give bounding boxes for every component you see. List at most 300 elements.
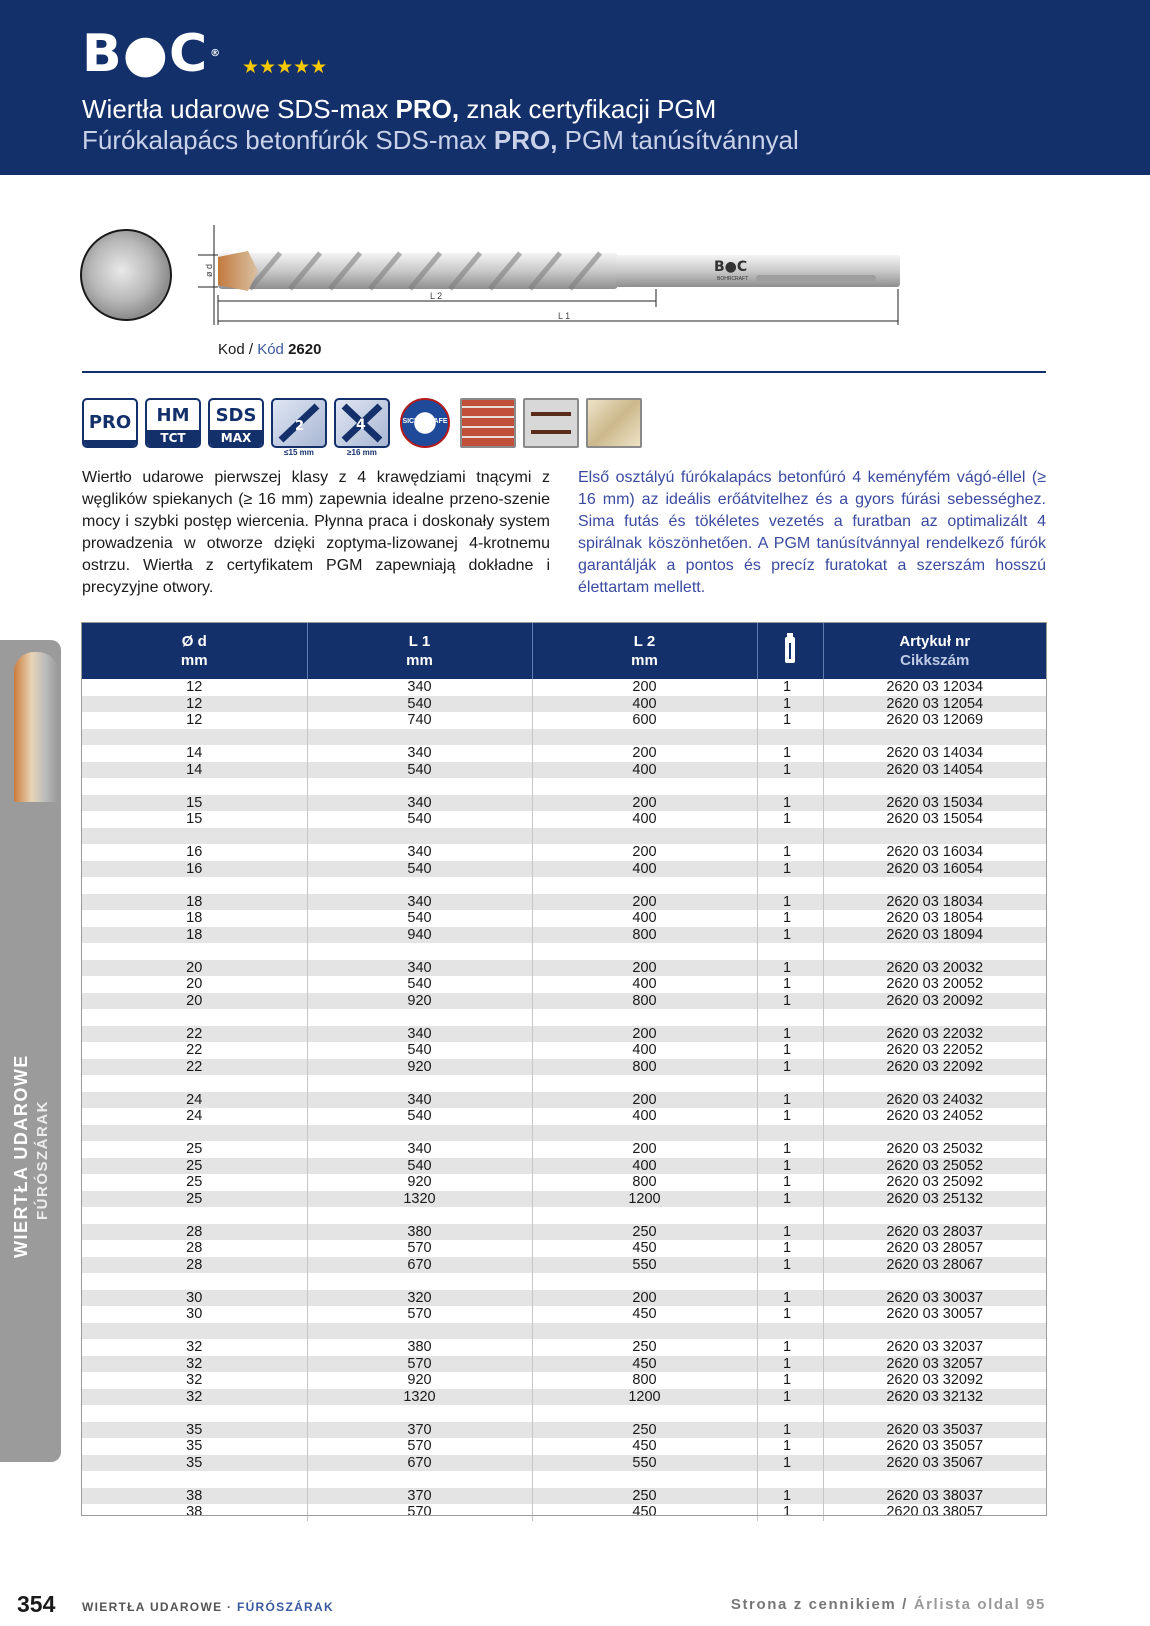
- cell-l2: 800: [532, 1059, 757, 1076]
- cell-quantity: 1: [757, 1455, 823, 1472]
- cell-l2: 450: [532, 1438, 757, 1455]
- cell-l2: 400: [532, 1042, 757, 1059]
- cell-diameter: 35: [82, 1438, 307, 1455]
- cell-l1: 320: [307, 1290, 532, 1307]
- cell-l1: [307, 1273, 532, 1290]
- table-row: [82, 762, 1046, 779]
- table-row: [82, 1455, 1046, 1472]
- cell-l2: 800: [532, 1174, 757, 1191]
- cell-article: 2620 03 16034: [823, 844, 1046, 861]
- cell-l2: [532, 729, 757, 746]
- cell-l1: 540: [307, 1108, 532, 1125]
- col-diameter: Ø d mm: [82, 623, 307, 679]
- cell-l2: 600: [532, 712, 757, 729]
- cell-diameter: 15: [82, 795, 307, 812]
- table-row: [82, 844, 1046, 861]
- cell-quantity: 1: [757, 1290, 823, 1307]
- cell-l2: [532, 1207, 757, 1224]
- cell-l1: 380: [307, 1339, 532, 1356]
- cell-l2: [532, 943, 757, 960]
- table-header: [82, 623, 1046, 679]
- cell-article: 2620 03 18094: [823, 927, 1046, 944]
- sichersafe-icon: SICHERSAFE: [400, 398, 450, 448]
- cell-l2: 400: [532, 976, 757, 993]
- cell-article: 2620 03 38037: [823, 1488, 1046, 1505]
- cell-article: 2620 03 24032: [823, 1092, 1046, 1109]
- table-row: [82, 1389, 1046, 1406]
- cell-l1: [307, 943, 532, 960]
- table-row: [82, 679, 1046, 696]
- cell-quantity: [757, 877, 823, 894]
- cell-article: 2620 03 30037: [823, 1290, 1046, 1307]
- cell-article: 2620 03 28037: [823, 1224, 1046, 1241]
- cell-l2: 200: [532, 960, 757, 977]
- two-cutter-caption: ≤15 mm: [284, 448, 314, 457]
- product-drawing: [80, 225, 940, 335]
- cell-l2: 400: [532, 1158, 757, 1175]
- cell-article: 2620 03 15054: [823, 811, 1046, 828]
- cell-l2: 400: [532, 861, 757, 878]
- table-row: [82, 1158, 1046, 1175]
- cell-diameter: [82, 1207, 307, 1224]
- table-row: [82, 1240, 1046, 1257]
- table-row: [82, 877, 1046, 894]
- cell-diameter: [82, 828, 307, 845]
- cell-l2: 550: [532, 1455, 757, 1472]
- cell-l2: 250: [532, 1224, 757, 1241]
- cell-diameter: 18: [82, 910, 307, 927]
- cell-quantity: 1: [757, 1174, 823, 1191]
- cell-diameter: [82, 877, 307, 894]
- cell-l2: [532, 1405, 757, 1422]
- table-row: [82, 811, 1046, 828]
- package-icon: [782, 631, 798, 667]
- svg-text:4: 4: [356, 417, 366, 433]
- cell-article: 2620 03 18054: [823, 910, 1046, 927]
- cell-diameter: 22: [82, 1026, 307, 1043]
- table-row: [82, 1141, 1046, 1158]
- svg-text:2: 2: [295, 419, 305, 434]
- table-row: [82, 1273, 1046, 1290]
- cell-l2: [532, 1009, 757, 1026]
- cell-quantity: [757, 1075, 823, 1092]
- cell-l1: [307, 1075, 532, 1092]
- table-row: [82, 828, 1046, 845]
- cell-article: 2620 03 35067: [823, 1455, 1046, 1472]
- cell-l2: 450: [532, 1240, 757, 1257]
- table-row: [82, 1174, 1046, 1191]
- cell-quantity: 1: [757, 1092, 823, 1109]
- cell-l1: 1320: [307, 1389, 532, 1406]
- col-l2: L 2 mm: [532, 623, 757, 679]
- cell-article: 2620 03 20032: [823, 960, 1046, 977]
- cell-quantity: 1: [757, 712, 823, 729]
- cell-l2: 200: [532, 745, 757, 762]
- cell-article: 2620 03 32132: [823, 1389, 1046, 1406]
- cell-l2: [532, 1075, 757, 1092]
- cell-l1: 340: [307, 960, 532, 977]
- cell-quantity: 1: [757, 1339, 823, 1356]
- cell-l2: 250: [532, 1422, 757, 1439]
- cell-l2: 800: [532, 1372, 757, 1389]
- cell-diameter: 30: [82, 1306, 307, 1323]
- table-row: [82, 1488, 1046, 1505]
- cell-quantity: 1: [757, 1224, 823, 1241]
- cell-l1: 920: [307, 1372, 532, 1389]
- cell-quantity: [757, 1471, 823, 1488]
- cell-l1: 370: [307, 1488, 532, 1505]
- cell-quantity: 1: [757, 927, 823, 944]
- cell-diameter: [82, 1471, 307, 1488]
- cell-diameter: [82, 1125, 307, 1142]
- cell-l2: 800: [532, 993, 757, 1010]
- cell-l2: 250: [532, 1339, 757, 1356]
- table-row: [82, 927, 1046, 944]
- cell-diameter: [82, 1273, 307, 1290]
- cell-l1: [307, 1207, 532, 1224]
- cell-l1: 540: [307, 811, 532, 828]
- page-header: [0, 0, 1150, 175]
- cell-l2: 400: [532, 910, 757, 927]
- pro-badge-icon: PRO: [82, 398, 138, 448]
- table-row: [82, 1290, 1046, 1307]
- cell-l1: [307, 1009, 532, 1026]
- cell-article: 2620 03 28067: [823, 1257, 1046, 1274]
- cell-quantity: 1: [757, 910, 823, 927]
- cell-l2: [532, 828, 757, 845]
- table-row: [82, 712, 1046, 729]
- cell-article: 2620 03 20092: [823, 993, 1046, 1010]
- cell-l2: [532, 1125, 757, 1142]
- cell-l1: 570: [307, 1438, 532, 1455]
- feature-icons: [82, 398, 642, 458]
- table-row: [82, 1422, 1046, 1439]
- four-cutter-icon: [334, 398, 390, 448]
- boc-logo: B●C ®: [82, 24, 222, 84]
- bit-brand: B●C: [714, 259, 748, 275]
- cell-l1: [307, 1323, 532, 1340]
- cell-quantity: 1: [757, 1257, 823, 1274]
- cell-l1: 340: [307, 844, 532, 861]
- cell-article: 2620 03 25032: [823, 1141, 1046, 1158]
- cell-l1: 340: [307, 1026, 532, 1043]
- cell-article: [823, 1471, 1046, 1488]
- cell-diameter: 28: [82, 1257, 307, 1274]
- cell-l1: 340: [307, 1141, 532, 1158]
- cell-article: [823, 1273, 1046, 1290]
- drill-bit-illustration: [80, 225, 940, 335]
- product-code: Kod / Kód 2620: [218, 341, 322, 358]
- cell-l1: 540: [307, 861, 532, 878]
- cell-diameter: [82, 729, 307, 746]
- cell-diameter: 24: [82, 1108, 307, 1125]
- page-number: 354: [17, 1591, 56, 1617]
- cell-l1: 920: [307, 1059, 532, 1076]
- table-row: [82, 1075, 1046, 1092]
- cell-l2: [532, 1471, 757, 1488]
- cell-quantity: 1: [757, 696, 823, 713]
- cell-quantity: [757, 1207, 823, 1224]
- cell-article: 2620 03 35037: [823, 1422, 1046, 1439]
- table-row: [82, 696, 1046, 713]
- cell-l2: 200: [532, 894, 757, 911]
- cell-quantity: 1: [757, 1389, 823, 1406]
- title-pl: Wiertła udarowe SDS-max PRO, znak certyfikacji PGM: [82, 94, 717, 124]
- four-cutter-caption: ≥16 mm: [347, 448, 377, 457]
- cell-quantity: [757, 1273, 823, 1290]
- section-side-tab: [0, 640, 61, 1462]
- cell-diameter: 22: [82, 1059, 307, 1076]
- cell-diameter: 28: [82, 1240, 307, 1257]
- cell-diameter: 38: [82, 1504, 307, 1521]
- table-row: [82, 1042, 1046, 1059]
- cell-diameter: [82, 1323, 307, 1340]
- cell-diameter: [82, 1075, 307, 1092]
- cell-l2: 200: [532, 679, 757, 696]
- cell-l1: 570: [307, 1356, 532, 1373]
- cell-diameter: 32: [82, 1389, 307, 1406]
- cell-l2: 400: [532, 762, 757, 779]
- cell-article: [823, 1405, 1046, 1422]
- cell-article: 2620 03 25052: [823, 1158, 1046, 1175]
- cell-diameter: [82, 778, 307, 795]
- table-row: [82, 1504, 1046, 1521]
- cell-quantity: 1: [757, 960, 823, 977]
- cell-diameter: 38: [82, 1488, 307, 1505]
- table-row: [82, 1224, 1046, 1241]
- two-cutter-icon: [271, 398, 327, 448]
- table-row: [82, 1026, 1046, 1043]
- cell-diameter: 25: [82, 1158, 307, 1175]
- cell-l1: [307, 729, 532, 746]
- cell-quantity: 1: [757, 1191, 823, 1208]
- cell-l1: 340: [307, 745, 532, 762]
- cell-diameter: 24: [82, 1092, 307, 1109]
- cell-article: [823, 877, 1046, 894]
- side-tab-label-pl: WIERTŁA UDAROWE: [11, 1054, 31, 1258]
- cell-diameter: 32: [82, 1339, 307, 1356]
- quality-stars: ★★★★★: [242, 57, 328, 78]
- cell-l2: 800: [532, 927, 757, 944]
- cell-diameter: 25: [82, 1141, 307, 1158]
- cell-diameter: 16: [82, 844, 307, 861]
- cell-l2: 400: [532, 1108, 757, 1125]
- dim-l2-label: L 2: [430, 291, 443, 301]
- cell-l1: 540: [307, 976, 532, 993]
- cell-diameter: 35: [82, 1422, 307, 1439]
- cell-l2: 200: [532, 795, 757, 812]
- description-pl: Wiertło udarowe pierwszej klasy z 4 krawędziami tnącymi z węglików spiekanych (≥ 16 mm) zapewnia idealne przeno-szenie mocy i szybki postęp wiercenia. Płynna praca i doskonały system prowadzenia w otworze dzięki zoptyma-lizowanej 4-krotnemu ostrzu. Wiertła z certyfikatem PGM zapewniają dokładne i precyzyjne otwory.: [82, 469, 550, 596]
- table-row: [82, 976, 1046, 993]
- cell-article: 2620 03 18034: [823, 894, 1046, 911]
- cell-l1: 540: [307, 1158, 532, 1175]
- cell-l1: 570: [307, 1306, 532, 1323]
- cell-article: 2620 03 15034: [823, 795, 1046, 812]
- cell-l2: 1200: [532, 1191, 757, 1208]
- cell-l1: 340: [307, 679, 532, 696]
- cell-l2: 450: [532, 1306, 757, 1323]
- cell-l1: 670: [307, 1257, 532, 1274]
- cell-article: 2620 03 14054: [823, 762, 1046, 779]
- cell-quantity: 1: [757, 1504, 823, 1521]
- cell-l2: 450: [532, 1504, 757, 1521]
- table-row: [82, 993, 1046, 1010]
- cell-l1: 1320: [307, 1191, 532, 1208]
- cell-article: [823, 1207, 1046, 1224]
- table-row: [82, 1323, 1046, 1340]
- cell-article: [823, 1009, 1046, 1026]
- cell-l1: [307, 1471, 532, 1488]
- table-row: [82, 894, 1046, 911]
- cell-diameter: 15: [82, 811, 307, 828]
- table-row: [82, 1306, 1046, 1323]
- table-row: [82, 861, 1046, 878]
- cell-quantity: 1: [757, 679, 823, 696]
- cell-article: 2620 03 12069: [823, 712, 1046, 729]
- table-row: [82, 1059, 1046, 1076]
- dim-d-label: ø d: [204, 263, 214, 277]
- table-row: [82, 778, 1046, 795]
- cell-article: 2620 03 12034: [823, 679, 1046, 696]
- cell-l2: 1200: [532, 1389, 757, 1406]
- cell-article: 2620 03 16054: [823, 861, 1046, 878]
- cell-quantity: [757, 1323, 823, 1340]
- cell-l1: 740: [307, 712, 532, 729]
- col-article: Artykuł nr Cikkszám: [823, 623, 1046, 679]
- table-row: [82, 1372, 1046, 1389]
- cell-quantity: 1: [757, 1042, 823, 1059]
- cell-l2: 200: [532, 844, 757, 861]
- cell-l1: [307, 778, 532, 795]
- col-l1: L 1 mm: [307, 623, 532, 679]
- table-row: [82, 1405, 1046, 1422]
- cell-article: 2620 03 22032: [823, 1026, 1046, 1043]
- cell-l2: 200: [532, 1141, 757, 1158]
- cell-l1: 540: [307, 910, 532, 927]
- bit-brand-sub: BOHRCRAFT: [717, 276, 749, 282]
- cell-diameter: 32: [82, 1372, 307, 1389]
- table-row: [82, 1009, 1046, 1026]
- cell-quantity: [757, 729, 823, 746]
- cell-quantity: 1: [757, 795, 823, 812]
- cell-quantity: 1: [757, 745, 823, 762]
- cell-quantity: [757, 943, 823, 960]
- cell-article: 2620 03 30057: [823, 1306, 1046, 1323]
- cell-article: [823, 778, 1046, 795]
- table-row: [82, 943, 1046, 960]
- table-row: [82, 960, 1046, 977]
- cell-article: [823, 943, 1046, 960]
- cell-quantity: 1: [757, 844, 823, 861]
- cell-l1: [307, 828, 532, 845]
- cell-article: 2620 03 32057: [823, 1356, 1046, 1373]
- side-drill-image: [14, 652, 58, 802]
- sds-max-icon: SDS MAX: [208, 398, 264, 448]
- cell-article: 2620 03 20052: [823, 976, 1046, 993]
- cell-diameter: 20: [82, 976, 307, 993]
- table-row: [82, 1471, 1046, 1488]
- cell-quantity: 1: [757, 1026, 823, 1043]
- cell-diameter: 18: [82, 927, 307, 944]
- table-row: [82, 1257, 1046, 1274]
- footer-section: WIERTŁA UDAROWE · FÚRÓSZÁRAK: [82, 1600, 334, 1614]
- cell-quantity: 1: [757, 1141, 823, 1158]
- table-row: [82, 1207, 1046, 1224]
- natural-stone-icon: [586, 398, 642, 448]
- cell-quantity: 1: [757, 1306, 823, 1323]
- cell-quantity: 1: [757, 976, 823, 993]
- cell-l2: 200: [532, 1092, 757, 1109]
- table-row: [82, 729, 1046, 746]
- table-row: [82, 795, 1046, 812]
- cell-l1: 670: [307, 1455, 532, 1472]
- cell-quantity: 1: [757, 1059, 823, 1076]
- cell-article: 2620 03 22052: [823, 1042, 1046, 1059]
- cell-l2: [532, 1273, 757, 1290]
- cell-article: 2620 03 25132: [823, 1191, 1046, 1208]
- cell-article: 2620 03 32092: [823, 1372, 1046, 1389]
- cell-l2: 450: [532, 1356, 757, 1373]
- cell-article: 2620 03 22092: [823, 1059, 1046, 1076]
- table-row: [82, 1339, 1046, 1356]
- cell-quantity: 1: [757, 1438, 823, 1455]
- cell-l1: 340: [307, 1092, 532, 1109]
- cell-diameter: 12: [82, 712, 307, 729]
- cell-article: 2620 03 38057: [823, 1504, 1046, 1521]
- cell-diameter: 25: [82, 1174, 307, 1191]
- cell-quantity: [757, 1009, 823, 1026]
- cell-quantity: [757, 1405, 823, 1422]
- cell-l1: 380: [307, 1224, 532, 1241]
- cell-quantity: 1: [757, 1372, 823, 1389]
- cell-quantity: 1: [757, 1488, 823, 1505]
- cell-l2: [532, 877, 757, 894]
- brick-material-icon: [460, 398, 516, 448]
- cell-article: [823, 729, 1046, 746]
- table-row: [82, 1092, 1046, 1109]
- cell-l1: [307, 877, 532, 894]
- title-hu: Fúrókalapács betonfúrók SDS-max PRO, PGM tanúsítvánnyal: [82, 125, 799, 155]
- product-table: [82, 623, 1046, 1521]
- cell-article: 2620 03 25092: [823, 1174, 1046, 1191]
- cell-article: 2620 03 35057: [823, 1438, 1046, 1455]
- cell-l1: 540: [307, 696, 532, 713]
- cell-diameter: [82, 943, 307, 960]
- cell-quantity: 1: [757, 993, 823, 1010]
- cell-article: [823, 1125, 1046, 1142]
- cell-l1: 540: [307, 762, 532, 779]
- cell-l1: 570: [307, 1240, 532, 1257]
- cell-article: 2620 03 28057: [823, 1240, 1046, 1257]
- cell-l2: [532, 1323, 757, 1340]
- cell-l2: 250: [532, 1488, 757, 1505]
- cell-l1: 570: [307, 1504, 532, 1521]
- cell-article: [823, 1075, 1046, 1092]
- cell-diameter: 18: [82, 894, 307, 911]
- cell-diameter: 14: [82, 745, 307, 762]
- cell-diameter: 12: [82, 696, 307, 713]
- cell-article: [823, 828, 1046, 845]
- cell-l2: 550: [532, 1257, 757, 1274]
- cell-quantity: 1: [757, 1240, 823, 1257]
- cell-l2: 400: [532, 696, 757, 713]
- cell-diameter: 32: [82, 1356, 307, 1373]
- cell-diameter: 25: [82, 1191, 307, 1208]
- cell-l2: 200: [532, 1026, 757, 1043]
- cell-diameter: 28: [82, 1224, 307, 1241]
- cell-quantity: 1: [757, 1356, 823, 1373]
- cell-quantity: 1: [757, 811, 823, 828]
